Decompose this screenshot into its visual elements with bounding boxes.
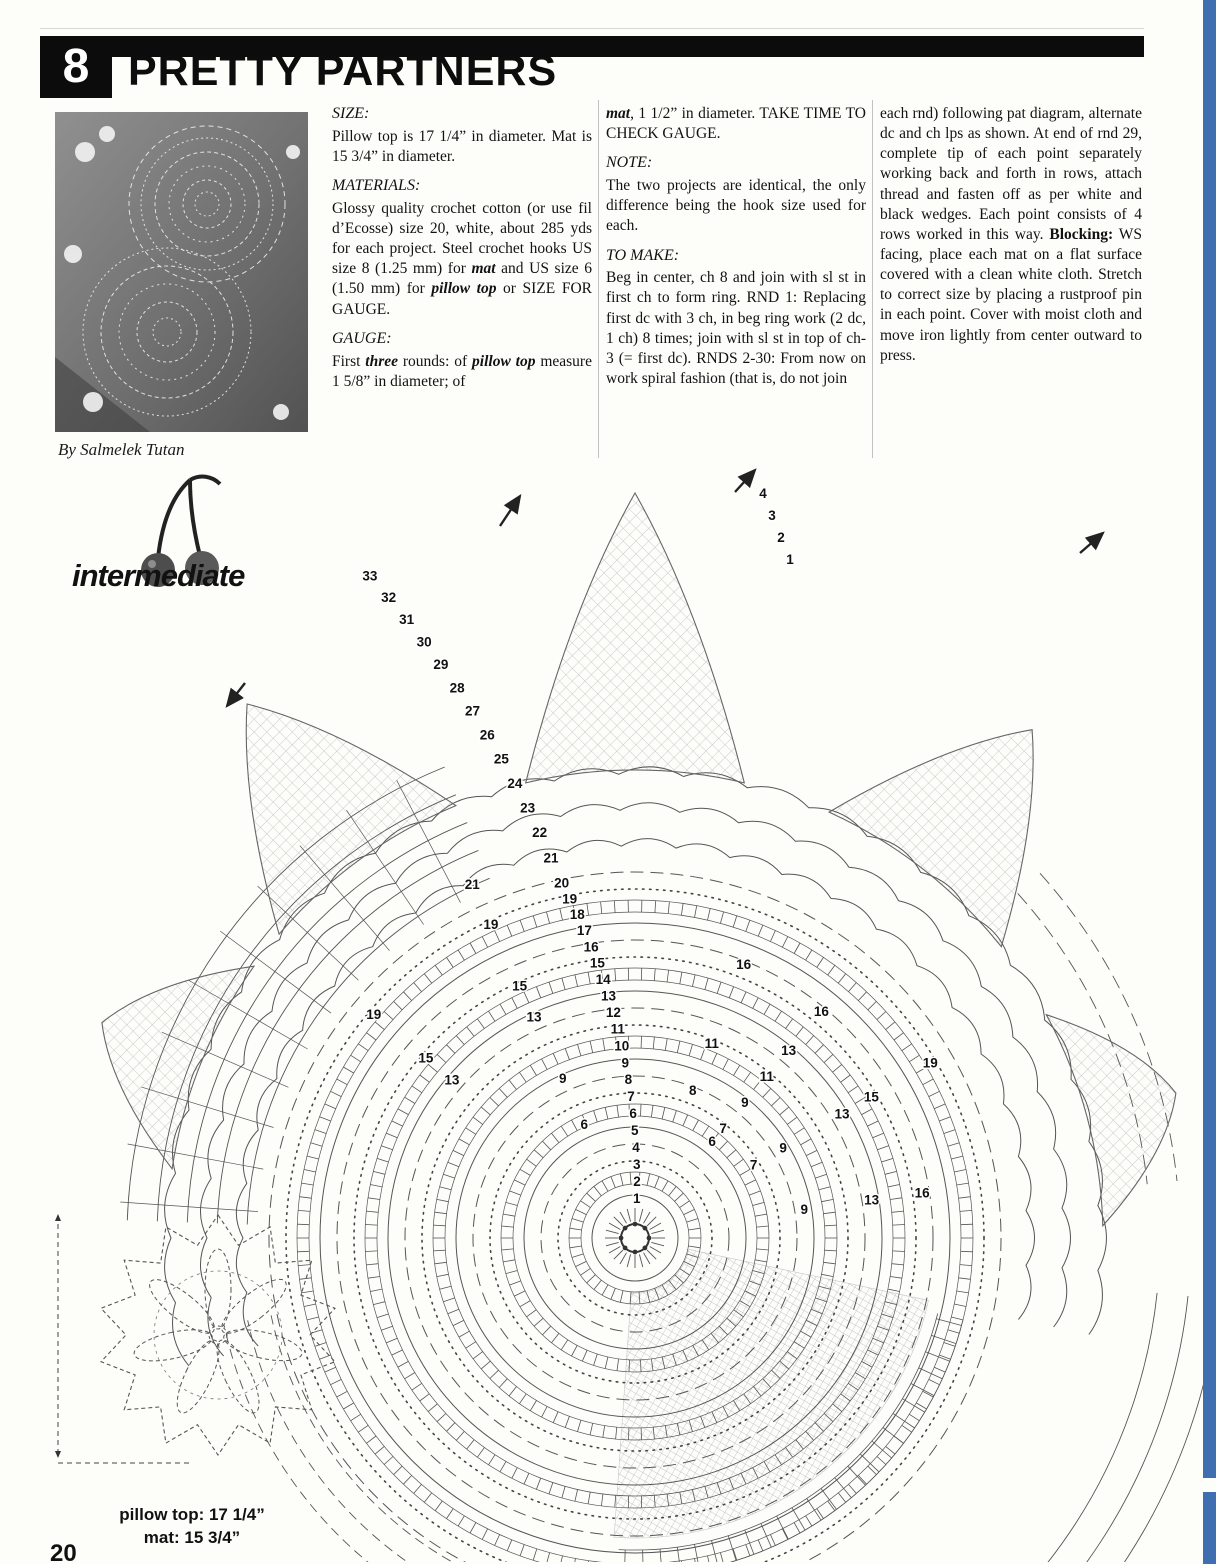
svg-text:9: 9 [621, 1055, 630, 1071]
svg-text:4: 4 [759, 486, 767, 501]
photo-image [55, 112, 308, 432]
svg-text:25: 25 [493, 751, 509, 767]
instructions-continued [880, 104, 1142, 366]
svg-text:11: 11 [759, 1069, 774, 1084]
svg-text:16: 16 [914, 1185, 930, 1201]
svg-text:14: 14 [595, 972, 611, 987]
svg-text:10: 10 [614, 1038, 630, 1054]
pattern-number-box: 8 [40, 36, 112, 98]
svg-text:13: 13 [864, 1192, 880, 1208]
size-heading: SIZE: [332, 105, 370, 122]
text-run: three [365, 352, 399, 370]
svg-text:9: 9 [800, 1202, 809, 1218]
svg-text:31: 31 [399, 612, 415, 628]
svg-text:19: 19 [366, 1006, 382, 1022]
svg-text:23: 23 [520, 800, 536, 816]
byline: By Salmelek Tutan [58, 440, 185, 459]
svg-text:3: 3 [632, 1157, 641, 1172]
text-run: rounds: of [398, 352, 473, 370]
size-body: Pillow top is 17 1/4” in diameter. Mat is 15 3/4” in diameter. [332, 127, 592, 165]
skill-level-label: intermediate [72, 558, 245, 593]
blocking-label: Blocking: [1049, 225, 1114, 243]
text-run: Glossy quality crochet cotton (or use fil d’Ecosse) size 20, white, about 285 yds for each project. Steel crochet hooks US size 8 (1.25 mm) for [332, 199, 592, 278]
svg-text:8: 8 [624, 1072, 633, 1088]
text-run: First [332, 352, 366, 370]
svg-text:6: 6 [580, 1117, 589, 1133]
svg-text:20: 20 [554, 875, 570, 891]
svg-text:9: 9 [779, 1140, 787, 1156]
svg-text:8: 8 [688, 1083, 697, 1099]
svg-text:11: 11 [610, 1021, 625, 1037]
svg-text:11: 11 [704, 1035, 719, 1051]
column-divider [598, 100, 599, 458]
svg-text:12: 12 [605, 1005, 621, 1021]
page-edge-strip [1203, 0, 1216, 1564]
tomake-body: Beg in center, ch 8 and join with sl st in first ch to form ring. RND 1: Replacing first dc with 3 ch, in beg ring work (2 dc, 1 ch) 8 times; join with sl st in top of ch-3 (= first dc). RNDS 2-30: From now on work spiral fashion (that is, do not join [606, 269, 866, 387]
svg-text:30: 30 [416, 634, 432, 650]
svg-text:17: 17 [576, 923, 592, 939]
text-run: measure 1 5/8” in diameter; of [332, 352, 592, 390]
text-run: or SIZE FOR GAUGE. [332, 280, 592, 318]
text-run: , 1 1/2” in diameter. TAKE TIME TO CHECK GAUGE. [606, 105, 866, 143]
text-column-2 [606, 104, 866, 390]
svg-text:2: 2 [777, 530, 785, 545]
svg-text:9: 9 [741, 1095, 749, 1110]
svg-text:33: 33 [362, 568, 378, 584]
svg-text:24: 24 [507, 775, 523, 791]
svg-text:16: 16 [736, 957, 752, 973]
size-schematic-drawing [40, 1205, 380, 1505]
svg-text:2: 2 [633, 1174, 641, 1189]
gauge-continued [606, 104, 866, 144]
note-heading: NOTE: [606, 154, 653, 172]
column-divider [872, 100, 873, 458]
svg-text:13: 13 [526, 1009, 542, 1025]
svg-text:15: 15 [512, 978, 528, 994]
svg-text:21: 21 [543, 850, 559, 866]
svg-text:4: 4 [632, 1140, 640, 1155]
svg-text:19: 19 [483, 916, 499, 932]
svg-text:15: 15 [418, 1050, 434, 1066]
svg-text:7: 7 [627, 1089, 635, 1105]
svg-text:7: 7 [719, 1121, 727, 1137]
svg-text:28: 28 [449, 680, 465, 696]
gauge-body [332, 352, 592, 392]
text-run: mat [606, 105, 631, 122]
svg-text:13: 13 [781, 1042, 797, 1058]
text-column-1 [332, 104, 592, 393]
svg-text:18: 18 [569, 907, 585, 923]
text-column-3 [880, 104, 1142, 367]
text-run: pillow top [472, 352, 536, 370]
page-edge-notch [1203, 1478, 1216, 1492]
pillow-top-measurement: pillow top: 17 1/4” [119, 1505, 265, 1524]
svg-text:16: 16 [813, 1003, 829, 1019]
page-title: PRETTY PARTNERS [128, 47, 558, 95]
text-run: WS facing, place each mat on a flat surface covered with a clean white cloth. Stretch to correct size by placing a rustproof pin in each point. Cover with moist cloth and move iron lightly from center outward to press. [880, 225, 1142, 364]
project-photo [55, 112, 308, 432]
tomake-heading: TO MAKE: [606, 246, 680, 264]
svg-text:32: 32 [381, 590, 397, 606]
svg-text:26: 26 [479, 727, 495, 743]
size-schematic [40, 1205, 380, 1505]
svg-text:15: 15 [589, 955, 605, 971]
svg-text:9: 9 [558, 1071, 567, 1086]
svg-text:22: 22 [532, 825, 548, 841]
page-edge-line [40, 28, 1144, 29]
materials-heading: MATERIALS: [332, 177, 421, 195]
mat-measurement: mat: 15 3/4” [143, 1527, 241, 1547]
text-run: and US size 6 (1.50 mm) for [332, 260, 592, 298]
svg-text:3: 3 [768, 508, 776, 523]
svg-text:19: 19 [562, 891, 578, 907]
schematic-caption [42, 1504, 342, 1550]
svg-text:5: 5 [631, 1123, 639, 1138]
svg-text:27: 27 [464, 703, 481, 719]
svg-text:1: 1 [786, 552, 794, 567]
svg-text:19: 19 [922, 1055, 938, 1071]
text-run: mat [471, 260, 496, 278]
text-run: pillow top [431, 280, 497, 298]
svg-text:6: 6 [708, 1134, 716, 1150]
text-run: each rnd) following pat diagram, alternate dc and ch lps as shown. At end of rnd 29, complete tip of each point separately working back and forth in rows, attach thread and fasten off as per white and black wedges. Each point consists of 4 rows worked in this way. [880, 105, 1142, 243]
svg-text:13: 13 [600, 988, 617, 1004]
note-body: The two projects are identical, the only difference being the hook size used for each. [606, 177, 866, 235]
svg-text:13: 13 [444, 1072, 460, 1088]
svg-text:16: 16 [583, 939, 599, 955]
page-number: 20 [50, 1540, 77, 1564]
svg-text:15: 15 [863, 1089, 879, 1105]
svg-text:29: 29 [433, 657, 449, 673]
gauge-heading: GAUGE: [332, 329, 392, 347]
svg-text:21: 21 [464, 877, 480, 893]
svg-text:13: 13 [834, 1106, 850, 1122]
svg-text:1: 1 [633, 1191, 641, 1206]
svg-text:6: 6 [629, 1106, 637, 1121]
svg-text:7: 7 [749, 1157, 758, 1173]
materials-body [332, 199, 592, 320]
